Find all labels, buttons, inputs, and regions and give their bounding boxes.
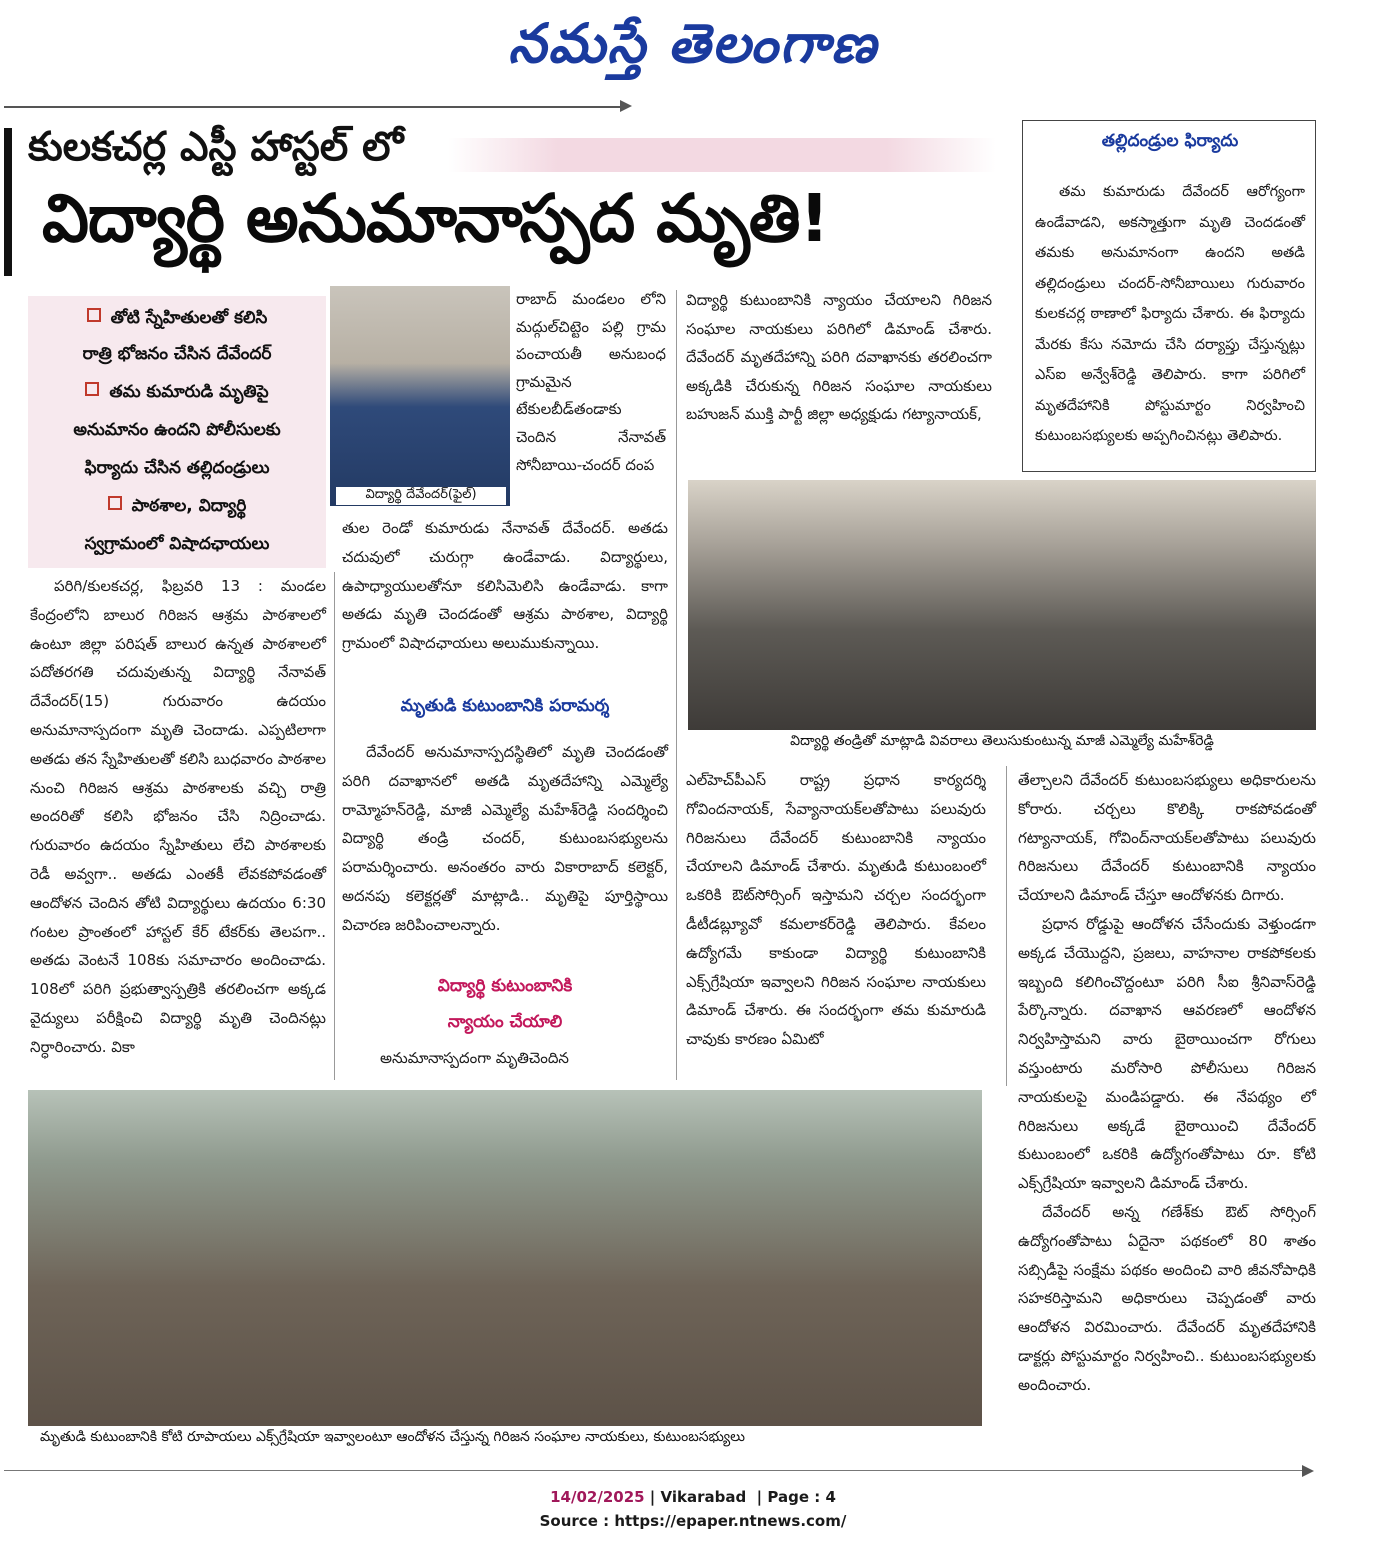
body-paragraph: దేవేందర్ అన్న గణేశ్‌కు ఔట్ సోర్సింగ్ ఉద్యోగంతోపాటు ఏదైనా పథకంలో 80 శాతం సబ్సిడీపై సంక్షేమ పథకం అందించి వారి జీవనోపాధికి సహకరిస్తామని అధికారులు చెప్పడంతో వారు ఆందోళన విరమించారు. దేవేందర్ మృతదేహానికి డాక్టర్లు పోస్టుమార్టం నిర్వహించి.. కుటుంబసభ్యులకు అందించారు. [1018,1202,1316,1394]
article-kicker: కులకచర్ల ఎస్టీ హాస్టల్ లో [28,124,404,170]
body-paragraph: తేల్చాలని దేవేందర్ కుటుంబసభ్యులు అధికారులను కోరారు. చర్చలు కొలిక్కి రాకపోవడంతో గట్యానాయక్, గోవింద్‌నాయక్‌లతోపాటు పలువురు గిరిజనులు దేవేందర్ కుటుంబానికి న్యాయం చేయాలని డిమాండ్ చేస్తూ ఆందోళనకు దిగారు. [1018,771,1316,905]
highlight-line: స్వగ్రామంలో విషాదఛాయలు [84,534,270,554]
footer-rule-arrow-icon [1302,1465,1314,1477]
highlights-box [28,296,326,568]
subhead-condolence: మృతుడి కుటుంబానికి పరామర్శ [400,696,610,716]
article-headline: విద్యార్థి అనుమానాస్పద మృతి! [42,180,829,257]
body-paragraph: ఎల్‌హెచ్‌పీఎస్ రాష్ట్ర ప్రధాన కార్యదర్శి గోవిందనాయక్, సేవ్యానాయక్‌లతోపాటు పలువురు గిరిజనులు దేవేందర్ కుటుంబానికి న్యాయం చేయాలని డిమాండ్ చేశారు. మృతుడి కుటుంబంలో ఒకరికి ఔట్‌సోర్సింగ్ ఇస్తామని చర్చల సందర్భంగా డీటీడబ్ల్యూవో కమలాకర్‌రెడ్డి తెలిపారు. కేవలం ఉద్యోగమే కాకుండా విద్యార్థి కుటుంబానికి ఎక్స్‌గ్రేషియా ఇవ్వాలని గిరిజన సంఘాల నాయకులు డిమాండ్ చేశారు. ఈ సందర్భంగా తమ కుమారుడి చావుకు కారణం ఏమిటో [686,771,986,1049]
column-divider [334,572,335,1080]
top-rule-arrow-icon [620,100,632,112]
protest-photo-caption: మృతుడి కుటుంబానికి కోటి రూపాయలు ఎక్స్‌గ్రేషియా ఇవ్వాలంటూ ఆందోళన చేస్తున్న గిరిజన సంఘాల నాయకులు, కుటుంబసభ్యులు [28,1426,982,1448]
student-photo-caption: విద్యార్థి దేవేందర్(ఫైల్) [336,487,506,505]
highlight-line: అనుమానం ఉందని పోలీసులకు [73,420,281,440]
highlight-line: ఫిర్యాదు చేసిన తల్లిదండ్రులు [84,458,270,478]
student-photo [330,286,510,506]
body-column-4 [1018,766,1316,1400]
body-column-2 [342,514,668,658]
parents-complaint-box [1022,120,1316,472]
footer-edition: Vikarabad [660,1488,747,1506]
subhead-line: విద్యార్థి కుటుంబానికి [437,976,573,996]
mla-meeting-photo [688,480,1316,730]
sidebox-text: తమ కుమారుడు దేవేందర్ ఆరోగ్యంగా ఉండేవాడని, అకస్మాత్తుగా మృతి చెందడంతో తమకు అనుమానంగా ఉందని అతడి తల్లిదండ్రులు చందర్-సోనీబాయిలు గురువారం కులకచర్ల ఠాణాలో ఫిర్యాదు చేశారు. ఈ ఫిర్యాదు మేరకు కేసు నమోదు చేసి దర్యాప్తు చేస్తున్నట్లు ఎస్‌ఐ అన్వేశ్‌రెడ్డి తెలిపారు. కాగా పరిగిలో మృతదేహానికి పోస్టుమార్టం నిర్వహించి కుటుంబసభ్యులకు అప్పగించినట్లు తెలిపారు. [1035,184,1305,444]
column-divider [1006,766,1007,1086]
highlight-line: పాఠశాల, విద్యార్థి [28,490,326,522]
footer-page: Page : 4 [767,1488,836,1506]
body-column-2-bottom: అనుమానాస్పదంగా మృతిచెందిన [380,1049,569,1067]
body-paragraph: దేవేందర్ అనుమానాస్పదస్థితిలో మృతి చెందడంతో పరిగి దవాఖానలో అతడి మృతదేహాన్ని ఎమ్మెల్యే రామ్మోహన్‌రెడ్డి, మాజీ ఎమ్మెల్యే మహేశ్‌రెడ్డి సందర్శించి విద్యార్థి తండ్రి చందర్, కుటుంబసభ్యులను పరామర్శించారు. అనంతరం వారు వికారాబాద్ కలెక్టర్, అదనపు కలెక్టర్లతో మాట్లాడి.. మృతిపై పూర్తిస్థాయి విచారణ జరిపించాలన్నారు. [342,743,668,934]
body-column-2-top [516,286,666,479]
subhead-line: న్యాయం చేయాలి [447,1012,563,1032]
body-column-1 [30,572,326,1062]
footer-source: Source : https://epaper.ntnews.com/ [539,1512,847,1530]
body-paragraph: విద్యార్థి కుటుంబానికి న్యాయం చేయాలని గిరిజన సంఘాల నాయకులు పరిగిలో డిమాండ్ చేశారు. దేవేందర్ మృతదేహాన్ని పరిగి దవాఖానకు తరలించగా అక్కడికి చేరుకున్న గిరిజన సంఘాల నాయకులు బహుజన్ ముక్తి పార్టీ జిల్లా అధ్యక్షుడు గట్యానాయక్, [686,291,992,423]
body-paragraph: ప్రధాన రోడ్డుపై ఆందోళన చేసేందుకు వెళ్తుండగా అక్కడ చేయొద్దని, ప్రజలు, వాహనాల రాకపోకలకు ఇబ్బంది కలిగించొద్దంటూ పరిగి సీఐ శ్రీనివాస్‌రెడ్డి పేర్కొన్నారు. దవాఖాన ఆవరణలో ఆందోళన నిర్వహిస్తామని వారు బైఠాయించగా రోగులు వస్తుంటారు మరోసారి పోలీసులు గిరిజన నాయకులపై మండిపడ్డారు. ఈ నేపథ్యం లో గిరిజనులు అక్కడే బైఠాయించి దేవేందర్ కుటుంబంలో ఒకరికి ఉద్యోగంతోపాటు రూ. కోటి ఎక్స్‌గ్రేషియా ఇవ్వాలని డిమాండ్ చేశారు. [1018,914,1316,1193]
body-column-3 [686,766,986,1054]
body-column-3-top [686,286,992,429]
body-paragraph: రాబాద్ మండలం లోని మద్గుల్‌చిట్టెం పల్లి గ్రామ పంచాయతీ అనుబంధ గ్రామమైన టేకులబీడ్‌తండాకు చెందిన నేనావత్ సోనీబాయి-చందర్ దంప [516,290,666,474]
highlight-line: తోటి స్నేహితులతో కలిసి [28,302,326,334]
highlight-line: తమ కుమారుడి మృతిపై [28,376,326,408]
headline-band [448,138,996,172]
bullet-icon [87,308,101,322]
headline-bar [4,128,12,276]
bullet-icon [108,496,122,510]
body-paragraph: పరిగి/కులకచర్ల, ఫిబ్రవరి 13 : మండల కేంద్రంలోని బాలుర గిరిజన ఆశ్రమ పాఠశాలలో ఉంటూ జిల్లా పరిషత్ బాలుర ఉన్నత పాఠశాలలో పదోతరగతి చదువుతున్న విద్యార్థి నేనావత్ దేవేందర్(15) గురువారం ఉదయం అనుమానాస్పదంగా మృతి చెందాడు. ఎప్పటిలాగా అతడు తన స్నేహితులతో కలిసి బుధవారం పాఠశాల నుంచి గిరిజన ఆశ్రమ పాఠశాలకు వచ్చి రాత్రి అందరితో కలిసి భోజనం చేసి నిద్రించాడు. గురువారం ఉదయం స్నేహితులు లేచి పాఠశాలకు రెడీ అవ్వగా.. అతడు ఎంతకీ లేవకపోవడంతో ఆందోళన చెందిన తోటి విద్యార్థులు ఉదయం 6:30 గంటల ప్రాంతంలో హాస్టల్ కేర్ టేకర్‌కు తెలపగా.. అతడు వెంటనే 108కు సమాచారం అందించాడు. 108లో పరిగి ప్రభుత్వాస్పత్రికి తరలించగా అక్కడ వైద్యులు పరీక్షించి విద్యార్థి మృతి చెందినట్లు నిర్ధారించారు. వికా [30,577,326,1056]
highlight-line: రాత్రి భోజనం చేసిన దేవేందర్ [82,344,272,364]
top-rule [4,106,624,108]
footer-rule [4,1470,1304,1471]
page-footer: 14/02/2025 | Vikarabad | Page : 4 [550,1488,836,1506]
body-column-2-mid [342,738,668,940]
masthead [0,4,1386,84]
sidebox-title: తల్లిదండ్రుల ఫిర్యాదు [1101,131,1239,151]
subhead-justice [342,968,668,1040]
masthead-title: నమస్తే తెలంగాణ [508,12,878,75]
footer-date: 14/02/2025 [550,1488,645,1506]
column-divider [676,290,677,1080]
mla-meeting-caption: విద్యార్థి తండ్రితో మాట్లాడి వివరాలు తెలుసుకుంటున్న మాజీ ఎమ్మెల్యే మహేశ్‌రెడ్డి [688,733,1316,752]
body-paragraph: తుల రెండో కుమారుడు నేనావత్ దేవేందర్. అతడు చదువులో చురుగ్గా ఉండేవాడు. విద్యార్థులు, ఉపాధ్యాయులతోనూ కలిసిమెలిసి ఉండేవాడు. కాగా అతడు మృతి చెందడంతో ఆశ్రమ పాఠశాల, విద్యార్థి గ్రామంలో విషాదఛాయలు అలుముకున్నాయి. [342,519,668,653]
protest-photo [28,1090,982,1448]
bullet-icon [85,382,99,396]
